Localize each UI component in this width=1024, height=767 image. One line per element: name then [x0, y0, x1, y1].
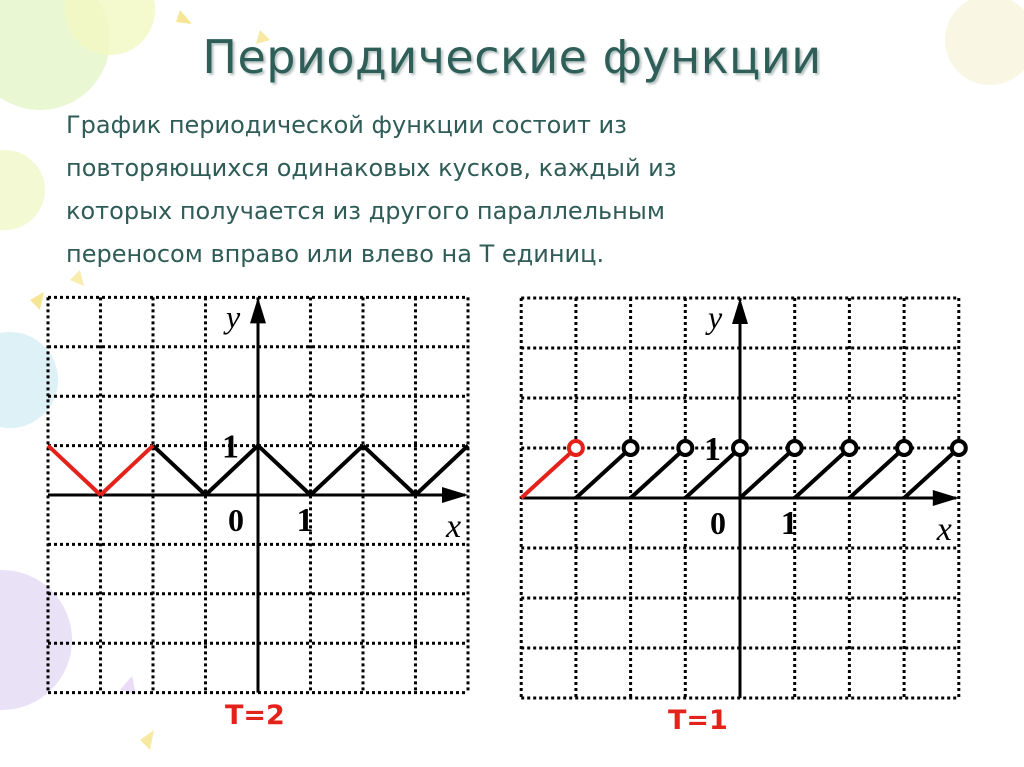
- highlight-segment: [101, 446, 154, 495]
- open-point: [678, 441, 692, 455]
- body-line: которых получается из другого параллельным: [66, 197, 665, 225]
- graph-segment: [795, 448, 850, 498]
- highlight-segment: [48, 446, 101, 495]
- slide-body-text: [66, 104, 966, 276]
- open-point: [733, 441, 747, 455]
- graph-segment: [849, 448, 904, 498]
- graph-segment: [258, 446, 311, 495]
- graph-period-1: [521, 298, 959, 698]
- y-axis-label: y: [708, 299, 723, 335]
- graph-segment: [153, 446, 206, 495]
- x-axis-label: x: [936, 511, 952, 548]
- graph-segment: [416, 446, 469, 495]
- open-point: [952, 441, 966, 455]
- body-line: переносом вправо или влево на Т единиц.: [66, 240, 605, 268]
- graph-segment: [740, 448, 795, 498]
- open-point: [788, 441, 802, 455]
- graph-segment: [363, 446, 416, 495]
- open-point: [897, 441, 911, 455]
- x-tick-label: 1: [780, 505, 798, 542]
- x-axis-arrow: [933, 490, 959, 506]
- origin-label: 0: [228, 502, 244, 538]
- y-tick-label: 1: [222, 428, 239, 466]
- x-axis-arrow: [442, 487, 468, 503]
- body-line: повторяющихся одинаковых кусков, каждый из: [66, 154, 677, 182]
- y-axis-arrow: [732, 298, 748, 324]
- open-point: [842, 441, 856, 455]
- x-tick-label: 1: [296, 502, 314, 539]
- graph-segment: [631, 448, 686, 498]
- graph-segment: [311, 446, 364, 495]
- period-label-right: Т=1: [668, 705, 728, 736]
- open-point-highlight: [569, 441, 583, 455]
- graph-left-svg: [48, 298, 468, 693]
- body-line: График периодической функции состоит из: [66, 111, 627, 139]
- graph-segment: [576, 448, 631, 498]
- graph-segment: [904, 448, 959, 498]
- y-tick-label: 1: [704, 431, 721, 468]
- highlight-segment: [521, 448, 576, 498]
- slide-title: Периодические функции: [202, 30, 822, 84]
- x-axis-label: x: [446, 508, 462, 545]
- graph-period-2: [48, 298, 468, 693]
- period-label-left: Т=2: [225, 700, 285, 731]
- y-axis-arrow: [250, 297, 266, 323]
- graph-right-svg: [521, 298, 959, 698]
- y-axis-label: y: [226, 298, 241, 335]
- open-point: [624, 441, 638, 455]
- origin-label: 0: [710, 505, 726, 541]
